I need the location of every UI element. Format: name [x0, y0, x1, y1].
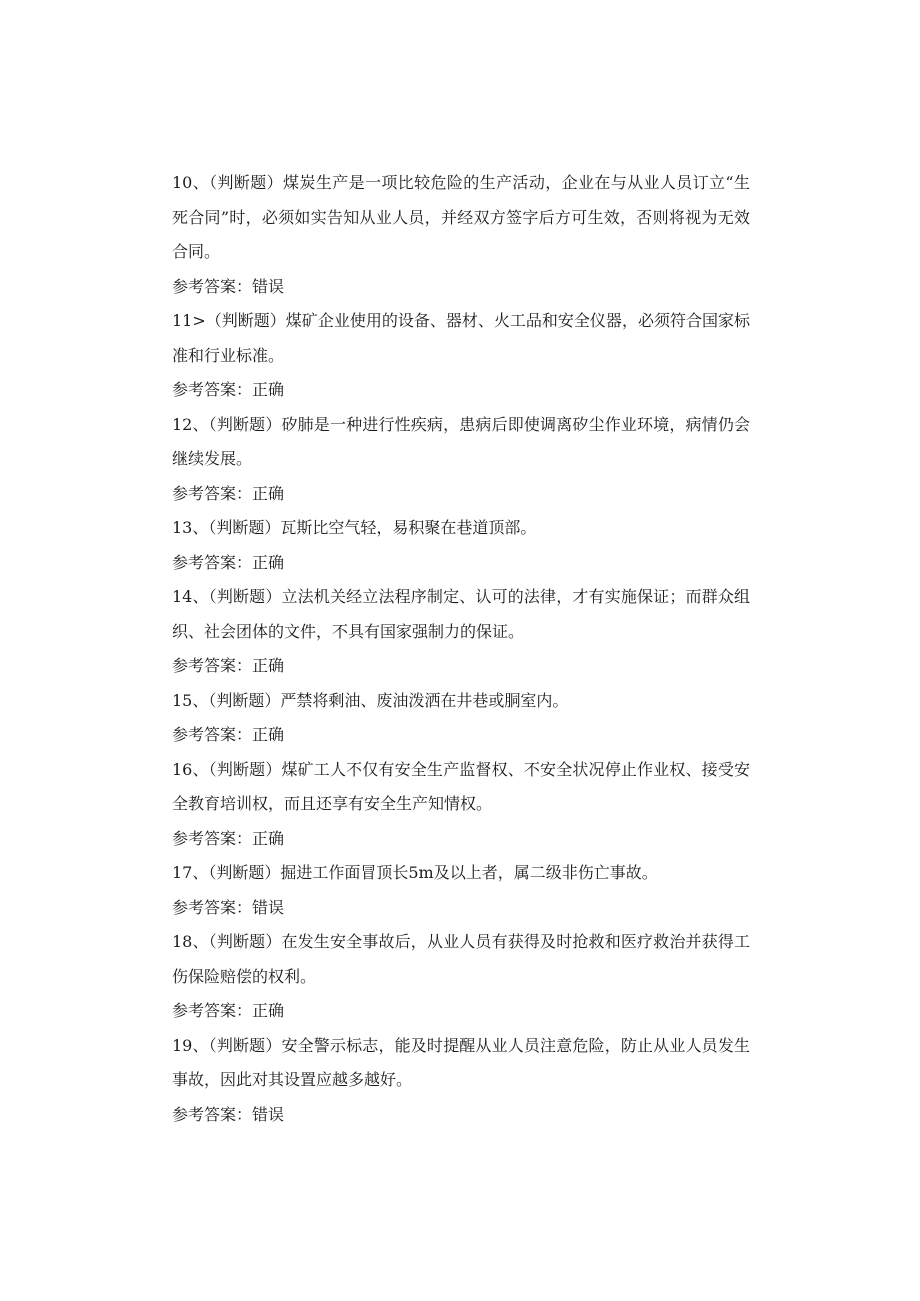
- answer-13: 参考答案：正确: [172, 552, 285, 572]
- question-17: 17、（判断题）掘进工作面冒顶长5m及以上者，属二级非伤亡事故。: [172, 863, 658, 882]
- question-15: 15、（判断题）严禁将剩油、废油泼洒在井巷或胴室内。: [172, 690, 569, 710]
- answer-19: 参考答案：错误: [172, 1104, 285, 1124]
- answer-11: 参考答案：正确: [172, 380, 285, 399]
- question-13: 13、（判断题）瓦斯比空气轻，易积聚在巷道顶部。: [172, 518, 537, 537]
- answer-18: 参考答案：正确: [172, 1001, 285, 1020]
- question-12: 12、（判断题）矽肺是一种进行性疾病，患病后即使调离矽尘作业环境，病情仍会继续发展。: [172, 414, 750, 468]
- answer-14: 参考答案：正确: [172, 656, 285, 675]
- answer-15: 参考答案：正确: [172, 725, 285, 744]
- question-10: 10、（判断题）煤炭生产是一项比较危险的生产活动，企业在与从业人员订立“生死合同”时，必须如实告知从业人员，并经双方签字后方可生效，否则将视为无效合同。: [172, 173, 750, 261]
- answer-16: 参考答案：正确: [172, 828, 285, 848]
- question-18: 18、（判断题）在发生安全事故后，从业人员有获得及时抢救和医疗救治并获得工伤保险赔偿的权利。: [172, 932, 750, 986]
- question-19: 19、（判断题）安全警示标志，能及时提醒从业人员注意危险，防止从业人员发生事故，因此对其设置应越多越好。: [172, 1035, 750, 1089]
- question-11: 11>（判断题）煤矿企业使用的设备、器材、火工品和安全仪器，必须符合国家标准和行业标准。: [172, 311, 750, 365]
- question-14: 14、（判断题）立法机关经立法程序制定、认可的法律，才有实施保证；而群众组织、社会团体的文件，不具有国家强制力的保证。: [172, 587, 750, 641]
- question-16: 16、（判断题）煤矿工人不仅有安全生产监督权、不安全状况停止作业权、接受安全教育培训权，而且还享有安全生产知情权。: [172, 759, 750, 813]
- answer-12: 参考答案：正确: [172, 483, 285, 503]
- answer-10: 参考答案：错误: [172, 276, 285, 296]
- document-page: [172, 166, 750, 1132]
- answer-17: 参考答案：错误: [172, 897, 285, 917]
